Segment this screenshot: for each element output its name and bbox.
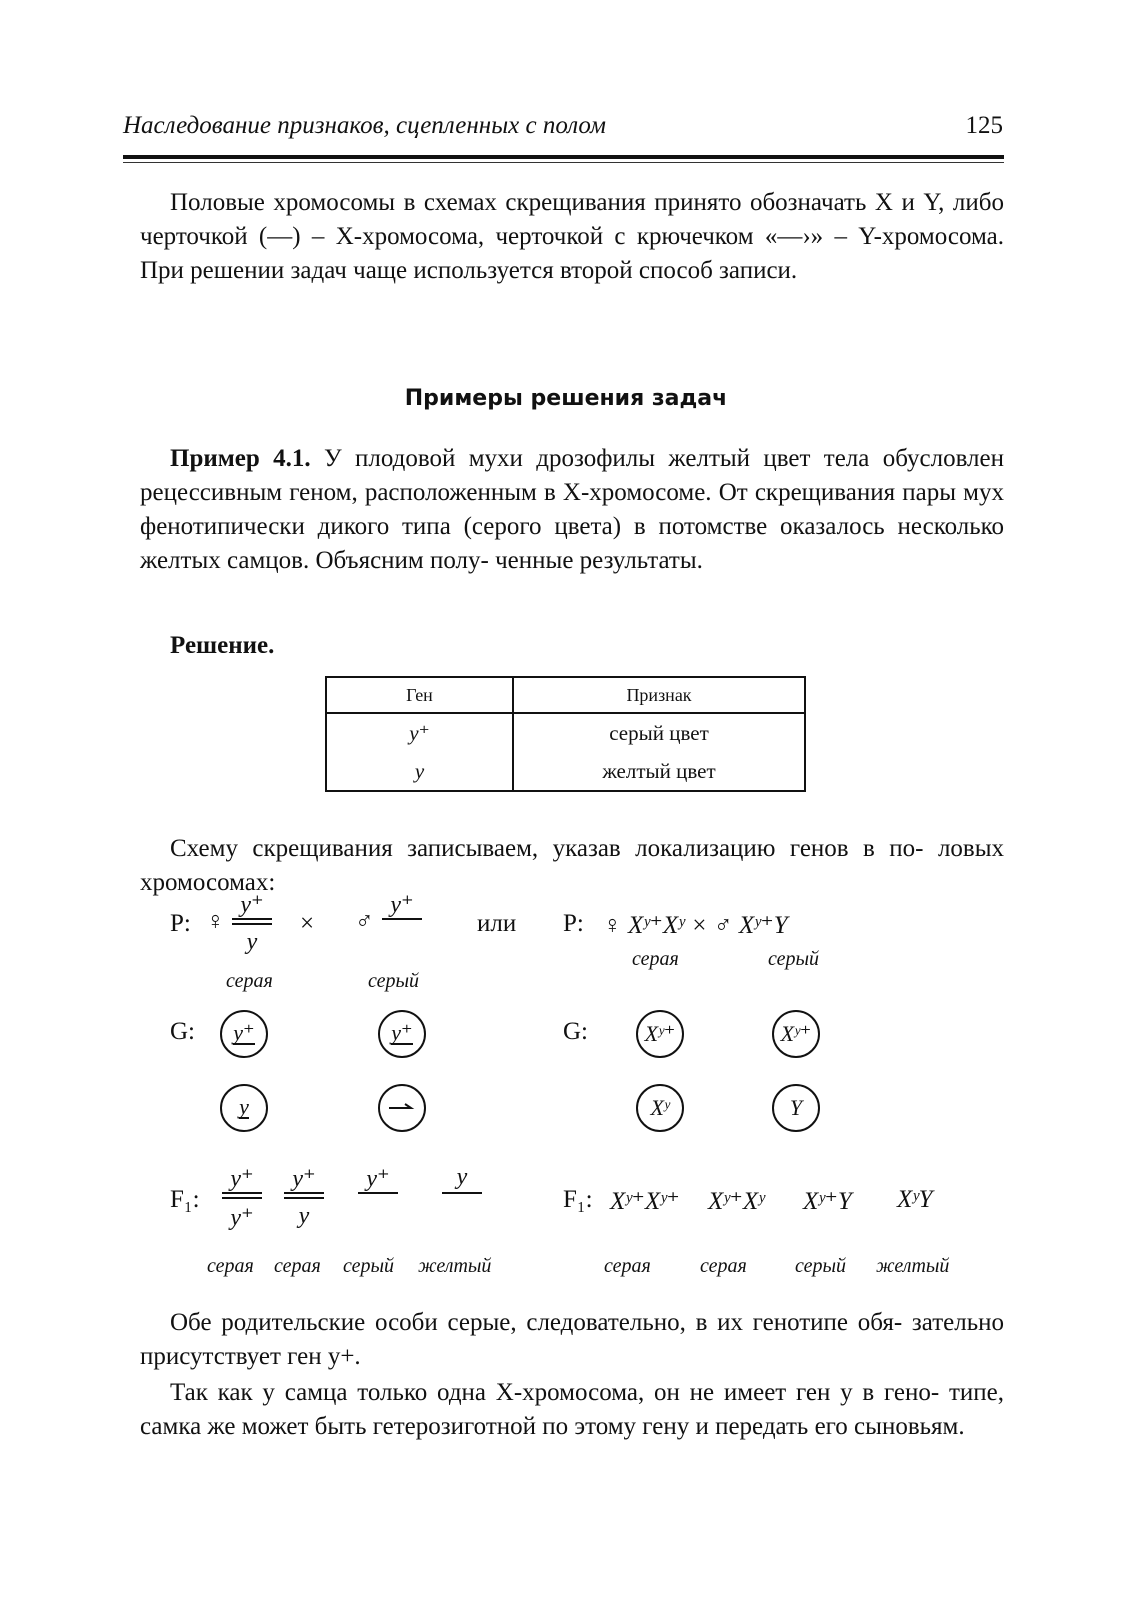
f1-phenotype: серый [795,1255,847,1277]
f1-genotype: Xʸ⁺Xʸ⁺ [610,1188,680,1215]
intro-paragraph [140,186,1004,288]
fraction-double-bar [284,1192,324,1199]
example-line: У плодовой мухи дрозофилы желтый цвет тела [323,445,870,472]
p-label-left: P: [170,910,191,937]
intro-line: X и Y, либо черточкой (—) – X-хромосома, черточкой с крючечком [140,189,1004,250]
example-paragraph [140,442,1004,578]
f1-phenotype: серый [343,1255,395,1277]
cross-sign: × [300,910,315,937]
f1-genotype-fraction [356,1164,400,1197]
fraction-hook-bar [358,1192,398,1197]
conclusion-line: его сыновьям. [814,1413,965,1440]
g-label-right: G: [563,1018,588,1045]
fraction-numerator: y⁺ [292,1166,316,1192]
running-head [123,112,1003,148]
gamete-gene: y⁺ [233,1020,255,1045]
gamete-gene: Xʸ⁺ [780,1021,812,1046]
gamete-circle [378,1010,426,1058]
fraction-hook-bar [442,1192,482,1197]
gamete-circle [772,1084,820,1132]
table-row [326,752,805,791]
female-symbol: ♀ [206,908,225,935]
table-cell-trait: желтый цвет [513,752,805,791]
gene-trait-table [325,676,806,792]
f1-phenotype: серая [604,1255,651,1277]
fraction-numerator: y⁺ [240,892,264,918]
fraction-double-bar [232,918,272,925]
page-number: 125 [965,112,1003,139]
male-symbol: ♂ [355,908,374,935]
scheme-intro-line: ловых хромосомах: [140,835,1005,896]
intro-line: Половые хромосомы в схемах скрещивания принято обозначать [170,189,867,216]
g-label-left: G: [170,1018,195,1045]
fraction-denominator: y [298,1203,310,1229]
section-title: Примеры решения задач [404,386,728,411]
right-parents-genotypes: ♀ Xʸ⁺Xʸ × ♂ Xʸ⁺Y [603,912,788,939]
conclusion-paragraph-1 [140,1306,1004,1374]
p-label-right: P: [563,910,584,937]
fraction-numerator: y [456,1164,468,1190]
conclusion-line: Так как у самца только одна X-хромосома, он не имеет ген y в гено- [170,1379,940,1406]
gamete-circle [772,1010,820,1058]
fraction-numerator: y⁺ [390,892,414,918]
f1-genotype-fraction [440,1164,484,1197]
header-rule-thick [123,155,1004,159]
header-rule-thin [123,162,1004,163]
table-header-trait: Признак [513,677,805,713]
gamete-gene: y⁺ [391,1020,413,1045]
gamete-circle [220,1084,268,1132]
male-phenotype: серый [368,970,420,992]
f1-genotype-fraction [220,1164,264,1231]
fraction-numerator: y⁺ [230,1166,254,1192]
example-line: скрещивания пары мух фенотипически дикого типа (серого цвета) [140,479,1004,540]
fraction-hook-bar [382,918,422,923]
right-female-phenotype: серая [632,948,679,970]
gamete-circle [636,1010,684,1058]
f1-phenotype: серая [207,1255,254,1277]
gamete-circle [220,1010,268,1058]
intro-line: способ записи. [638,257,798,284]
scheme-intro-line: Схему скрещивания записываем, указав локализацию генов в по- [170,835,924,862]
fraction-denominator: y [246,929,258,955]
table-header-gene: Ген [326,677,513,713]
gamete-gene: y [239,1094,249,1119]
gamete-gene: Xʸ [650,1095,670,1120]
f1-label-right: F₁: [563,1186,593,1213]
gamete-circle [636,1084,684,1132]
right-male-phenotype: серый [768,948,820,970]
fraction-numerator: y⁺ [366,1166,390,1192]
female-genotype-fraction [230,890,274,957]
gamete-gene: Xʸ⁺ [644,1021,676,1046]
running-title: Наследование признаков, сцепленных с полом [123,112,606,139]
f1-phenotype: серая [274,1255,321,1277]
conclusion-line: Обе родительские особи серые, следовательно, в их генотипе обя- [170,1309,903,1336]
conclusion-paragraph-2 [140,1376,1004,1444]
f1-phenotype: желтый [418,1255,492,1277]
intro-line: «—›» – Y-хромосома. При решении задач чаще используется второй [140,223,1004,284]
f1-genotype: XʸY [897,1186,933,1213]
fraction-denominator: y⁺ [230,1205,254,1231]
table-cell-gene: y⁺ [326,713,513,752]
male-genotype-fraction [380,890,424,923]
example-line: ченные результаты. [495,547,703,574]
female-phenotype: серая [226,970,273,992]
conclusion-line: типе, самка же может быть гетерозиготной по этому гену и передать [140,1379,1004,1440]
f1-phenotype: желтый [876,1255,950,1277]
table-header-row [326,677,805,713]
gamete-gene: Y [789,1095,803,1120]
example-line: обусловлен рецессивным геном, расположенным в X-хромосоме. От [140,445,1004,506]
y-chromosome-hook-icon [387,1101,417,1115]
fraction-double-bar [222,1192,262,1199]
table-cell-gene: y [326,752,513,791]
f1-genotype-fraction [282,1164,326,1231]
gamete-circle-y-chromosome [378,1084,426,1132]
f1-genotype: Xʸ⁺Y [803,1188,852,1215]
solution-label: Решение. [170,632,275,659]
table-row [326,713,805,752]
conclusion-line: зательно присутствует ген y+. [140,1309,1004,1370]
f1-phenotype: серая [700,1255,747,1277]
example-label: Пример 4.1. [170,445,311,472]
f1-label-left: F₁: [170,1186,200,1213]
table-cell-trait: серый цвет [513,713,805,752]
example-line: в потомстве оказалось несколько желтых самцов. Объясним полу- [140,513,1004,574]
f1-genotype: Xʸ⁺Xʸ [708,1188,765,1215]
or-word: или [477,910,517,937]
